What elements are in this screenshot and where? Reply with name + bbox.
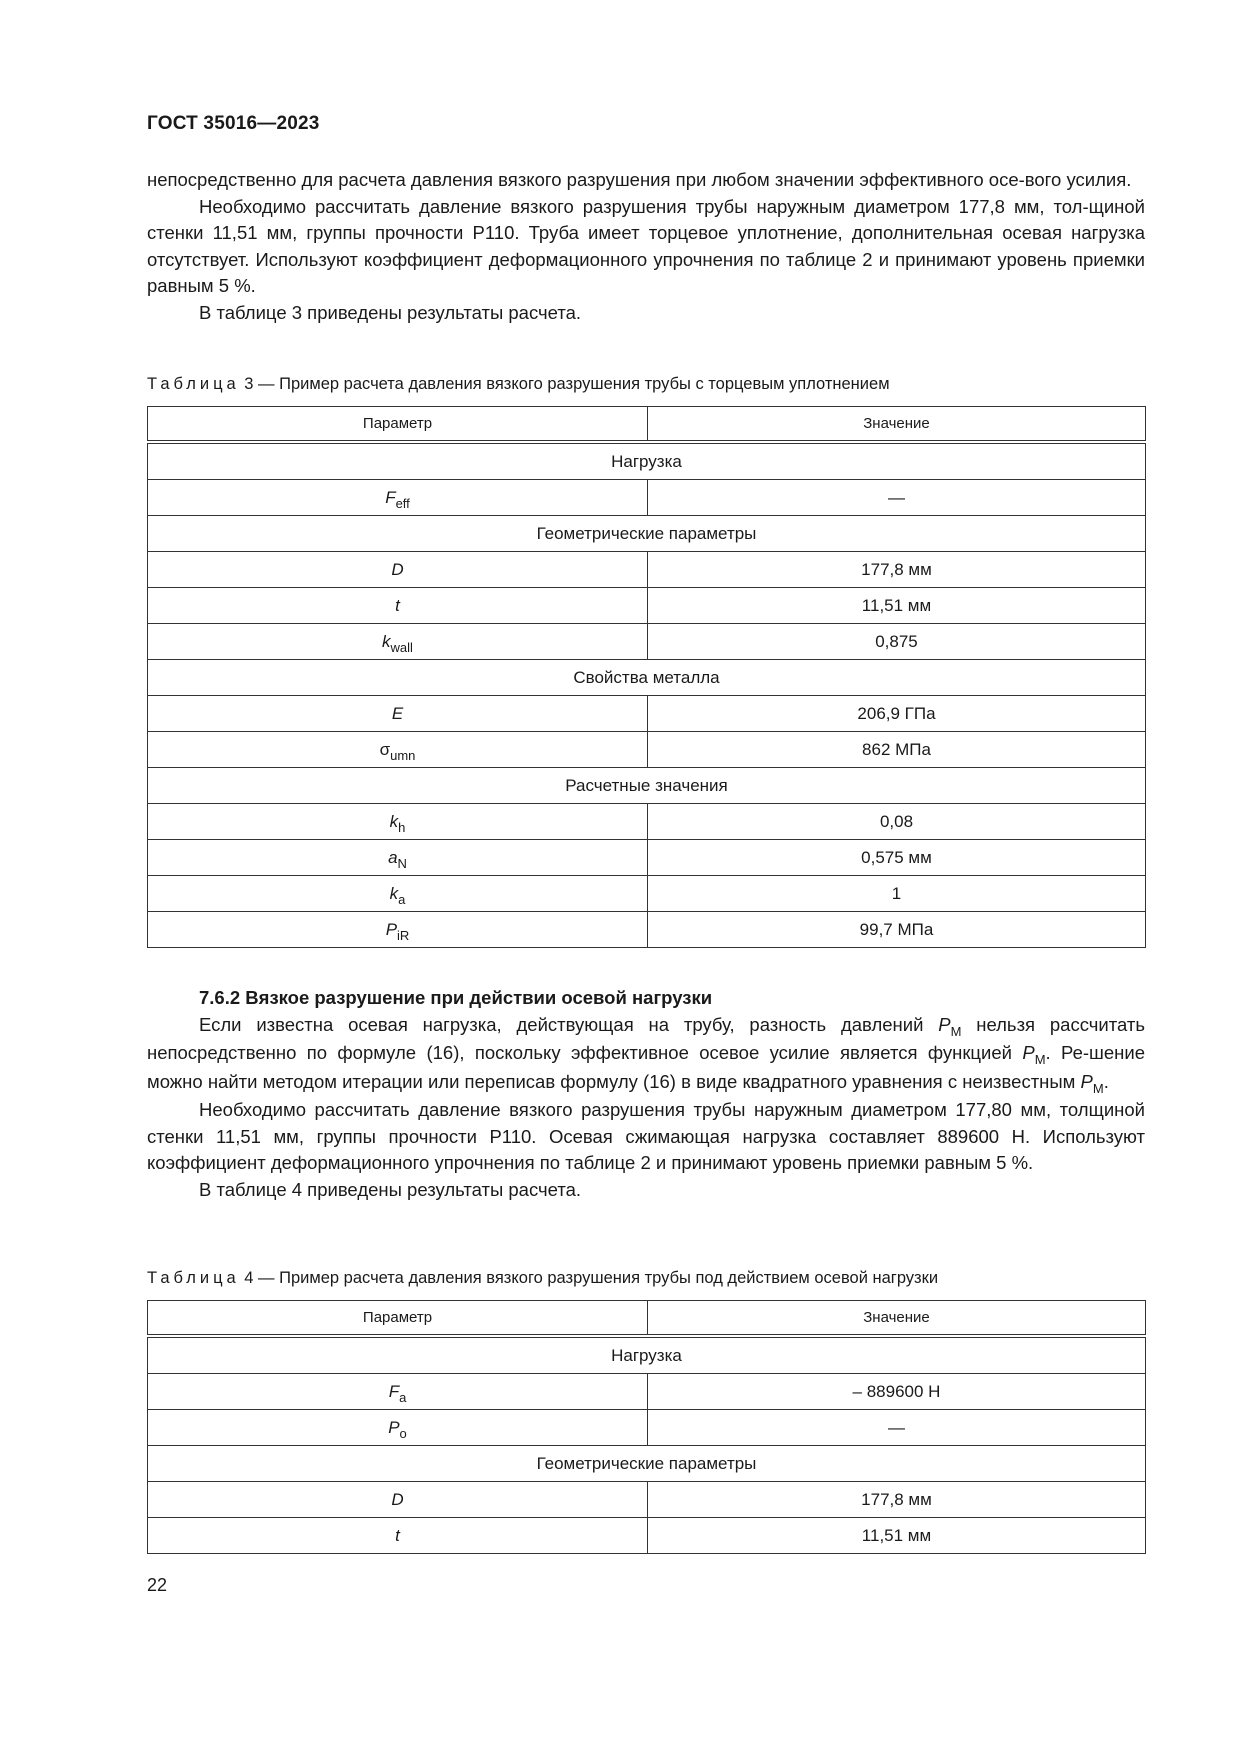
- value-cell: 177,8 мм: [648, 552, 1146, 588]
- symbol: D: [391, 559, 404, 579]
- paragraph: Необходимо рассчитать давление вязкого разрушения трубы наружным диаметром 177,8 мм, тол-щиной стенки 11,51 мм, группы прочности Р110. Труба имеет торцевое уплотнение, дополнительная осевая нагрузка отсутствует. Используют коэффициент деформационного упрочнения по таблице 2 и принимают уровень приемки равным 5 %.: [147, 195, 1145, 296]
- table-section-row: [148, 442, 1146, 480]
- value-cell: 206,9 ГПа: [648, 696, 1146, 732]
- param-cell: [148, 804, 648, 840]
- value-cell: —: [648, 480, 1146, 516]
- section-label: Геометрические параметры: [148, 516, 1146, 552]
- table-row: [148, 912, 1146, 948]
- table4: [147, 1300, 1146, 1554]
- column-header: Значение: [648, 407, 1146, 443]
- paragraph: [147, 1012, 1145, 1098]
- text-run: . Ре-шение можно найти методом итерации или переписав формулу (16) в виде квадратного уравнения с неизвестным: [147, 1042, 1145, 1092]
- section-label: Расчетные значения: [148, 768, 1146, 804]
- param-cell: [148, 732, 648, 768]
- table-row: [148, 480, 1146, 516]
- table3-caption: [147, 374, 890, 394]
- page-number: 22: [147, 1575, 168, 1595]
- symbol: t: [395, 1525, 400, 1545]
- param-cell: [148, 480, 648, 516]
- subscript: umn: [390, 747, 416, 763]
- param-cell: [148, 1374, 648, 1410]
- table-row: [148, 876, 1146, 912]
- value-cell: 11,51 мм: [648, 588, 1146, 624]
- subscript: a: [398, 891, 406, 907]
- param-cell: [148, 912, 648, 948]
- subscript: iR: [397, 927, 410, 943]
- table-row: [148, 588, 1146, 624]
- table-header-row: [148, 1301, 1146, 1337]
- table-row: [148, 1518, 1146, 1554]
- table-row: [148, 732, 1146, 768]
- value-cell: 11,51 мм: [648, 1518, 1146, 1554]
- subscript: M: [1034, 1052, 1046, 1067]
- symbol: F: [388, 1381, 400, 1401]
- value-cell: 0,575 мм: [648, 840, 1146, 876]
- param-cell: [148, 552, 648, 588]
- section-label: Свойства металла: [148, 660, 1146, 696]
- symbol: k: [389, 883, 399, 903]
- column-header: Значение: [648, 1301, 1146, 1337]
- symbol: F: [385, 487, 396, 507]
- symbol: σ: [379, 739, 391, 759]
- param-cell: [148, 876, 648, 912]
- param-cell: [148, 840, 648, 876]
- param-cell: [148, 1410, 648, 1446]
- symbol: D: [391, 1489, 404, 1509]
- text-run: .: [1103, 1070, 1109, 1092]
- value-cell: —: [648, 1410, 1146, 1446]
- table-header-row: [148, 407, 1146, 443]
- symbol: k: [382, 631, 391, 651]
- table-row: [148, 624, 1146, 660]
- column-header: Параметр: [148, 407, 648, 443]
- symbol: k: [389, 811, 399, 831]
- table3: [147, 406, 1146, 948]
- value-cell: 1: [648, 876, 1146, 912]
- section-762-text: [147, 985, 1145, 1203]
- table-section-row: [148, 660, 1146, 696]
- table-section-row: [148, 516, 1146, 552]
- text-run: Если известна осевая нагрузка, действующая на трубу, разность давлений: [199, 1013, 939, 1035]
- section-label: Нагрузка: [148, 1336, 1146, 1374]
- value-cell: 0,08: [648, 804, 1146, 840]
- value-cell: 862 МПа: [648, 732, 1146, 768]
- subscript: a: [399, 1389, 407, 1405]
- param-cell: [148, 1482, 648, 1518]
- text-run: нельзя рассчитать непосредственно по формуле (16), поскольку эффективное осевое усилие является функцией: [147, 1013, 1145, 1063]
- paragraph: Необходимо рассчитать давление вязкого разрушения трубы наружным диаметром 177,80 мм, толщиной стенки 11,51 мм, группы прочности Р110. Осевая сжимающая нагрузка составляет 889600 Н. Используют коэффициент деформационного упрочнения по таблице 2 и принимают уровень приемки равным 5 %.: [147, 1099, 1145, 1173]
- table-row: [148, 696, 1146, 732]
- symbol: P: [388, 1417, 400, 1437]
- subscript: N: [397, 855, 407, 871]
- subscript: o: [399, 1425, 407, 1441]
- table-section-row: [148, 768, 1146, 804]
- symbol: P: [938, 1013, 951, 1035]
- caption-text: 3 — Пример расчета давления вязкого разрушения трубы с торцевым уплотнением: [239, 375, 890, 393]
- subscript: M: [950, 1023, 962, 1039]
- symbol: E: [391, 703, 404, 723]
- param-cell: [148, 588, 648, 624]
- section-title: 7.6.2 Вязкое разрушение при действии осевой нагрузки: [199, 987, 713, 1008]
- value-cell: – 889600 Н: [648, 1374, 1146, 1410]
- table-section-row: [148, 1336, 1146, 1374]
- paragraph: непосредственно для расчета давления вязкого разрушения при любом значении эффективного осе-вого усилия.: [147, 169, 1132, 190]
- symbol: P: [385, 919, 398, 939]
- param-cell: [148, 696, 648, 732]
- symbol: a: [388, 847, 398, 867]
- subscript: M: [1092, 1080, 1104, 1096]
- document-header: ГОСТ 35016—2023: [147, 113, 320, 134]
- caption-label: Таблица: [147, 375, 240, 393]
- paragraph: В таблице 3 приведены результаты расчета.: [199, 301, 582, 323]
- table-row: [148, 840, 1146, 876]
- paragraph: В таблице 4 приведены результаты расчета.: [199, 1178, 582, 1200]
- caption-text: 4 — Пример расчета давления вязкого разрушения трубы под действием осевой нагрузки: [239, 1269, 939, 1287]
- intro-text: [147, 167, 1145, 326]
- table-row: [148, 552, 1146, 588]
- subscript: wall: [390, 639, 413, 655]
- param-cell: [148, 624, 648, 660]
- value-cell: 0,875: [648, 624, 1146, 660]
- table-row: [148, 1482, 1146, 1518]
- symbol: t: [395, 595, 400, 615]
- value-cell: 177,8 мм: [648, 1482, 1146, 1518]
- value-cell: 99,7 МПа: [648, 912, 1146, 948]
- param-cell: [148, 1518, 648, 1554]
- section-label: Нагрузка: [148, 442, 1146, 480]
- caption-label: Таблица: [147, 1269, 240, 1287]
- table-row: [148, 1410, 1146, 1446]
- column-header: Параметр: [148, 1301, 648, 1337]
- table-row: [148, 804, 1146, 840]
- symbol: P: [1022, 1042, 1035, 1063]
- section-label: Геометрические параметры: [148, 1446, 1146, 1482]
- subscript: h: [398, 819, 406, 835]
- table-row: [148, 1374, 1146, 1410]
- table4-caption: [147, 1268, 938, 1288]
- table-section-row: [148, 1446, 1146, 1482]
- subscript: eff: [395, 495, 410, 511]
- symbol: P: [1080, 1070, 1093, 1092]
